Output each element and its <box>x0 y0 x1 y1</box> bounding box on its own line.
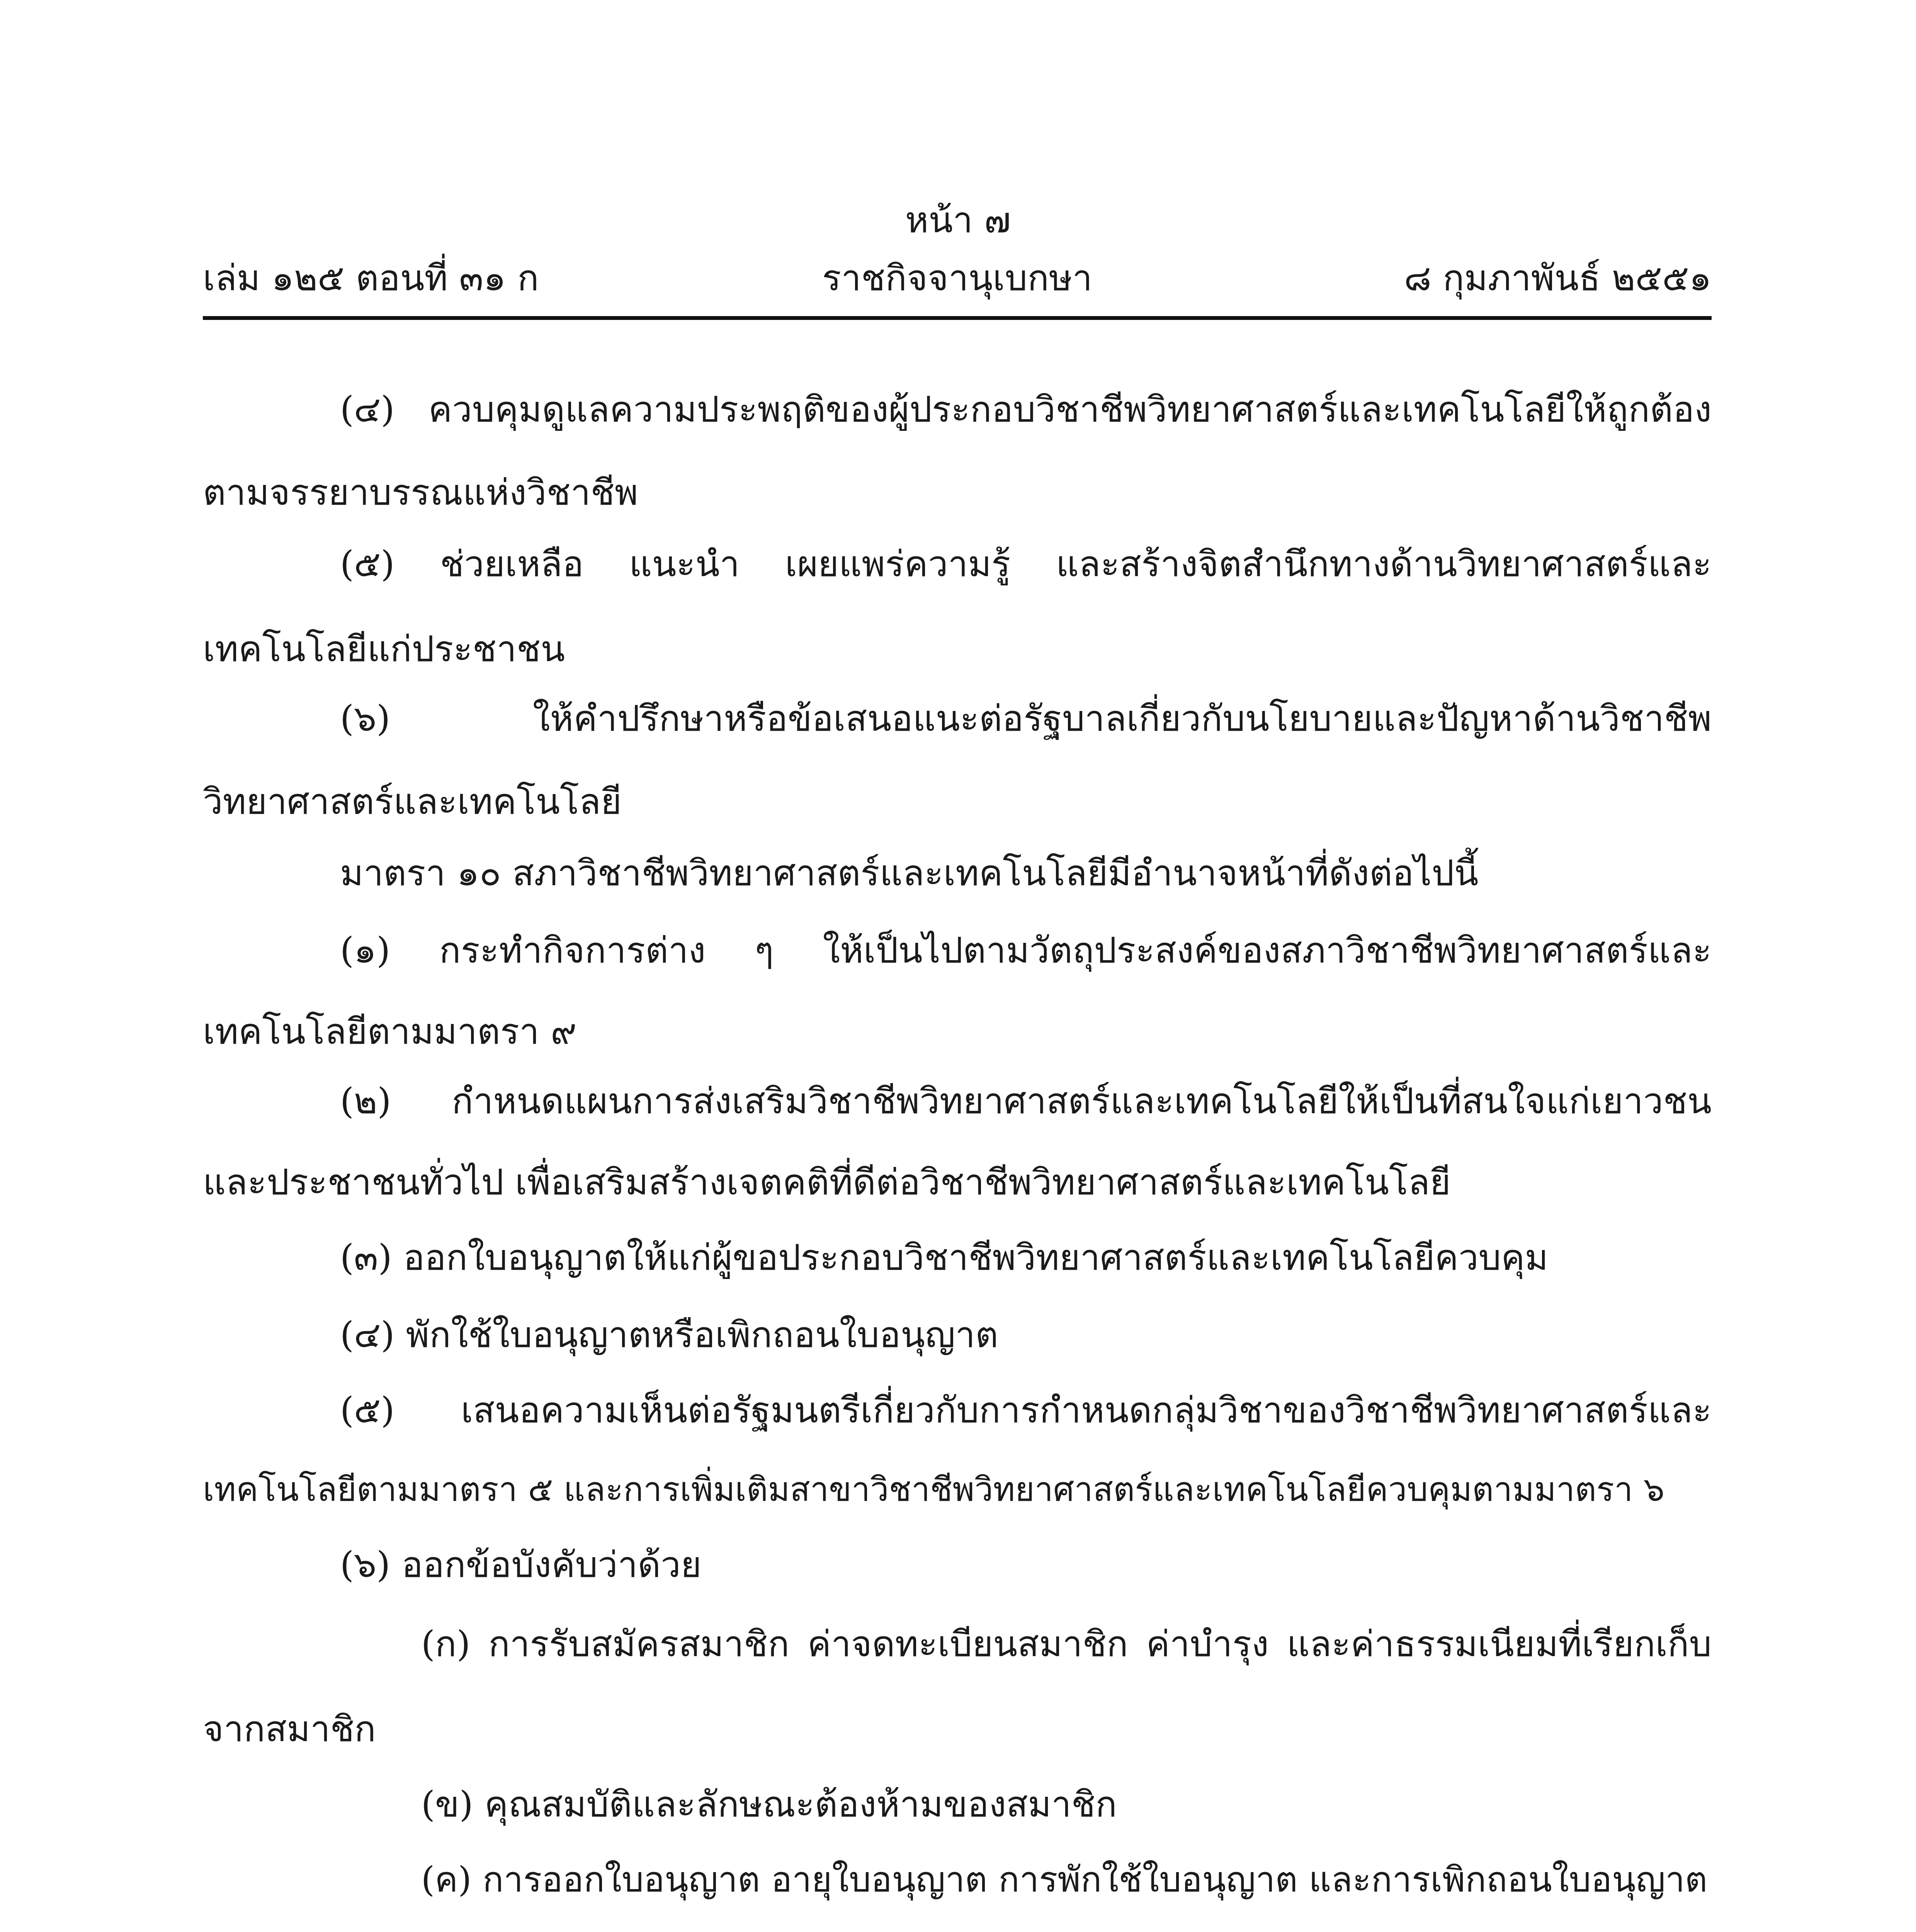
list-item: (ค) การออกใบอนุญาต อายุใบอนุญาต การพักใช้ใบอนุญาต และการเพิกถอนใบอนุญาต <box>421 1859 1708 1900</box>
paragraph-line: เทคโนโลยีตามมาตรา ๕ และการเพิ่มเติมสาขาวิชาชีพวิทยาศาสตร์และเทคโนโลยีควบคุมตามมาตรา ๖ <box>203 1470 1665 1509</box>
paragraph-line: (๓) ออกใบอนุญาตให้แก่ผู้ขอประกอบวิชาชีพวิทยาศาสตร์และเทคโนโลยีควบคุม <box>340 1237 1549 1278</box>
paragraph-line: (๖) ให้คำปรึกษาหรือข้อเสนอแนะต่อรัฐบาลเกี่ยวกับนโยบายและปัญหาด้านวิชาชีพ <box>340 698 1712 739</box>
paragraph-line: วิทยาศาสตร์และเทคโนโลยี <box>203 781 622 822</box>
section-heading: มาตรา ๑๐ สภาวิชาชีพวิทยาศาสตร์และเทคโนโลยีมีอำนาจหน้าที่ดังต่อไปนี้ <box>340 852 1479 894</box>
paragraph-line: (๔) ควบคุมดูแลความประพฤติของผู้ประกอบวิชาชีพวิทยาศาสตร์และเทคโนโลยีให้ถูกต้อง <box>340 389 1712 430</box>
paragraph-line: เทคโนโลยีตามมาตรา ๙ <box>203 1011 577 1052</box>
paragraph-line: ตามจรรยาบรรณแห่งวิชาชีพ <box>203 472 638 513</box>
publication-date: ๘ กุมภาพันธ์ ๒๕๕๑ <box>1404 257 1712 299</box>
paragraph-line: เทคโนโลยีแก่ประชาชน <box>203 628 565 670</box>
paragraph-line: (๑) กระทำกิจการต่าง ๆ ให้เป็นไปตามวัตถุประสงค์ของสภาวิชาชีพวิทยาศาสตร์และ <box>340 930 1712 971</box>
paragraph-line: (๕) เสนอความเห็นต่อรัฐมนตรีเกี่ยวกับการกำหนดกลุ่มวิชาของวิชาชีพวิทยาศาสตร์และ <box>340 1389 1712 1431</box>
paragraph-line: (๒) กำหนดแผนการส่งเสริมวิชาชีพวิทยาศาสตร์และเทคโนโลยีให้เป็นที่สนใจแก่เยาวชน <box>340 1080 1712 1122</box>
page-number: หน้า ๗ <box>905 199 1011 241</box>
paragraph-line: (๔) พักใช้ใบอนุญาตหรือเพิกถอนใบอนุญาต <box>340 1314 998 1355</box>
paragraph-line: จากสมาชิก <box>203 1708 376 1750</box>
volume-issue: เล่ม ๑๒๕ ตอนที่ ๓๑ ก <box>203 257 539 299</box>
publication-title: ราชกิจจานุเบกษา <box>822 257 1093 299</box>
paragraph-line: (๕) ช่วยเหลือ แนะนำ เผยแพร่ความรู้ และสร้างจิตสำนึกทางด้านวิทยาศาสตร์และ <box>340 543 1712 585</box>
list-item: (ข) คุณสมบัติและลักษณะต้องห้ามของสมาชิก <box>421 1784 1117 1825</box>
paragraph-line: (๖) ออกข้อบังคับว่าด้วย <box>340 1544 702 1585</box>
paragraph-line: (ก) การรับสมัครสมาชิก ค่าจดทะเบียนสมาชิก ค่าบำรุง และค่าธรรมเนียมที่เรียกเก็บ <box>421 1623 1712 1665</box>
paragraph-line: และประชาชนทั่วไป เพื่อเสริมสร้างเจตคติที่ดีต่อวิชาชีพวิทยาศาสตร์และเทคโนโลยี <box>203 1162 1451 1203</box>
